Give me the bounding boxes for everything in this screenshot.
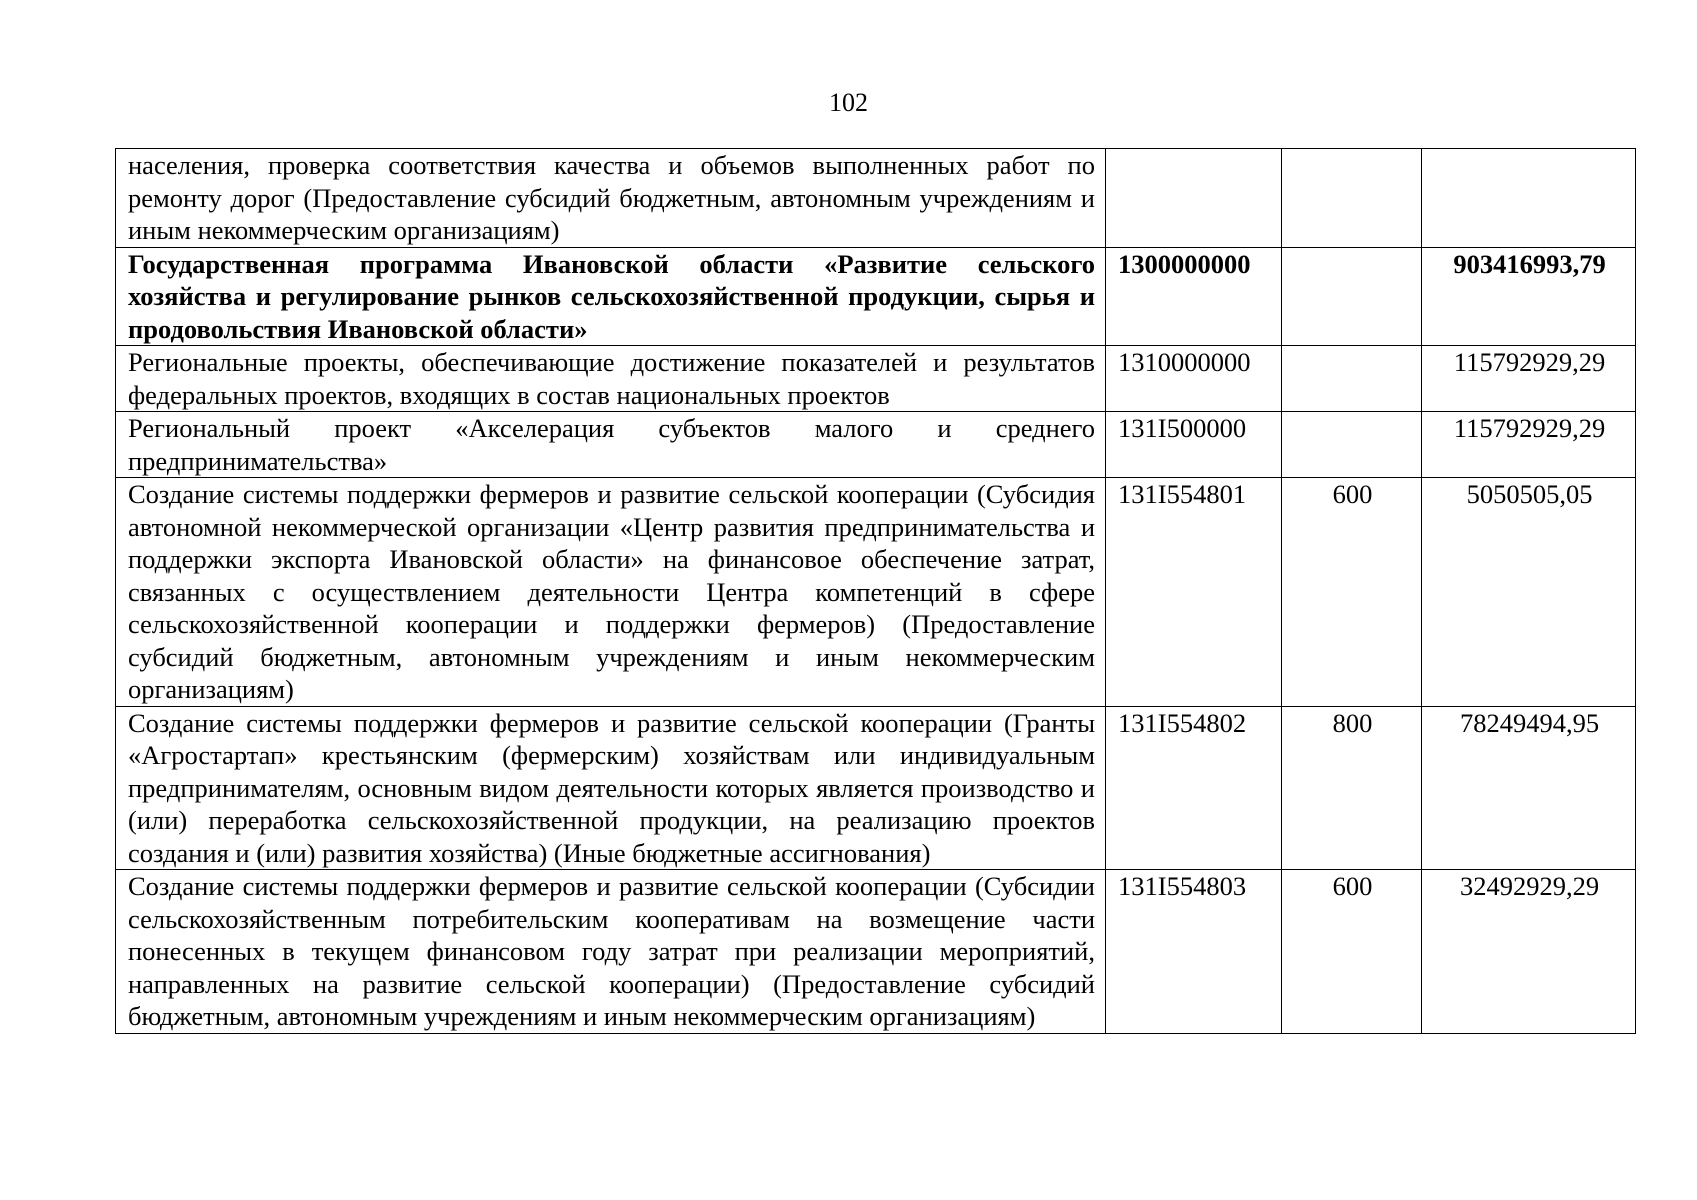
- row-sum-cell: 5050505,05: [1422, 478, 1636, 707]
- row-sum-cell: [1422, 149, 1636, 248]
- table-row: [116, 478, 1636, 707]
- row-code-cell: 131I554801: [1106, 478, 1282, 707]
- row-name-cell: Государственная программа Ивановской области «Развитие сельского хозяйства и регулирование рынков сельскохозяйственной продукции, сырья и продовольствия Ивановской области»: [116, 247, 1106, 346]
- row-sum-cell: 903416993,79: [1422, 247, 1636, 346]
- row-vr-cell: 600: [1282, 478, 1422, 707]
- row-sum-cell: 115792929,29: [1422, 412, 1636, 478]
- table-row: [116, 412, 1636, 478]
- table-row: [116, 346, 1636, 412]
- row-name-cell: Региональные проекты, обеспечивающие достижение показателей и результатов федеральных проектов, входящих в состав национальных проектов: [116, 346, 1106, 412]
- row-sum-cell: 115792929,29: [1422, 346, 1636, 412]
- row-name-cell: Создание системы поддержки фермеров и развитие сельской кооперации (Субсидии сельскохозяйственным потребительским кооперативам на возмещение части понесенных в текущем финансовом году затрат при реализации мероприятий, направленных на развитие сельской кооперации) (Предоставление субсидий бюджетным, автономным учреждениям и иным некоммерческим организациям): [116, 870, 1106, 1034]
- table-row: [116, 247, 1636, 346]
- row-vr-cell: 600: [1282, 870, 1422, 1034]
- row-name-cell: Создание системы поддержки фермеров и развитие сельской кооперации (Субсидия автономной некоммерческой организации «Центр развития предпринимательства и поддержки экспорта Ивановской области» на финансовое обеспечение затрат, связанных с осуществлением деятельности Центра компетенций в сфере сельскохозяйственной кооперации и поддержки фермеров) (Предоставление субсидий бюджетным, автономным учреждениям и иным некоммерческим организациям): [116, 478, 1106, 707]
- row-vr-cell: 800: [1282, 706, 1422, 870]
- row-name-cell: Региональный проект «Акселерация субъектов малого и среднего предпринимательства»: [116, 412, 1106, 478]
- row-code-cell: 131I500000: [1106, 412, 1282, 478]
- row-code-cell: [1106, 149, 1282, 248]
- table-row: [116, 870, 1636, 1034]
- row-code-cell: 1300000000: [1106, 247, 1282, 346]
- row-sum-cell: 78249494,95: [1422, 706, 1636, 870]
- row-name-cell: населения, проверка соответствия качества и объемов выполненных работ по ремонту дорог (Предоставление субсидий бюджетным, автономным учреждениям и иным некоммерческим организациям): [116, 149, 1106, 248]
- row-sum-cell: 32492929,29: [1422, 870, 1636, 1034]
- budget-table: [115, 148, 1636, 1034]
- row-vr-cell: [1282, 346, 1422, 412]
- row-name-cell: Создание системы поддержки фермеров и развитие сельской кооперации (Гранты «Агростартап» крестьянским (фермерским) хозяйствам или индивидуальным предпринимателям, основным видом деятельности которых является производство и (или) переработка сельскохозяйственной продукции, на реализацию проектов создания и (или) развития хозяйства) (Иные бюджетные ассигнования): [116, 706, 1106, 870]
- row-vr-cell: [1282, 247, 1422, 346]
- row-code-cell: 131I554803: [1106, 870, 1282, 1034]
- table-row: [116, 149, 1636, 248]
- page-number: 102: [829, 88, 868, 117]
- row-vr-cell: [1282, 412, 1422, 478]
- table-row: [116, 706, 1636, 870]
- row-vr-cell: [1282, 149, 1422, 248]
- row-code-cell: 1310000000: [1106, 346, 1282, 412]
- row-code-cell: 131I554802: [1106, 706, 1282, 870]
